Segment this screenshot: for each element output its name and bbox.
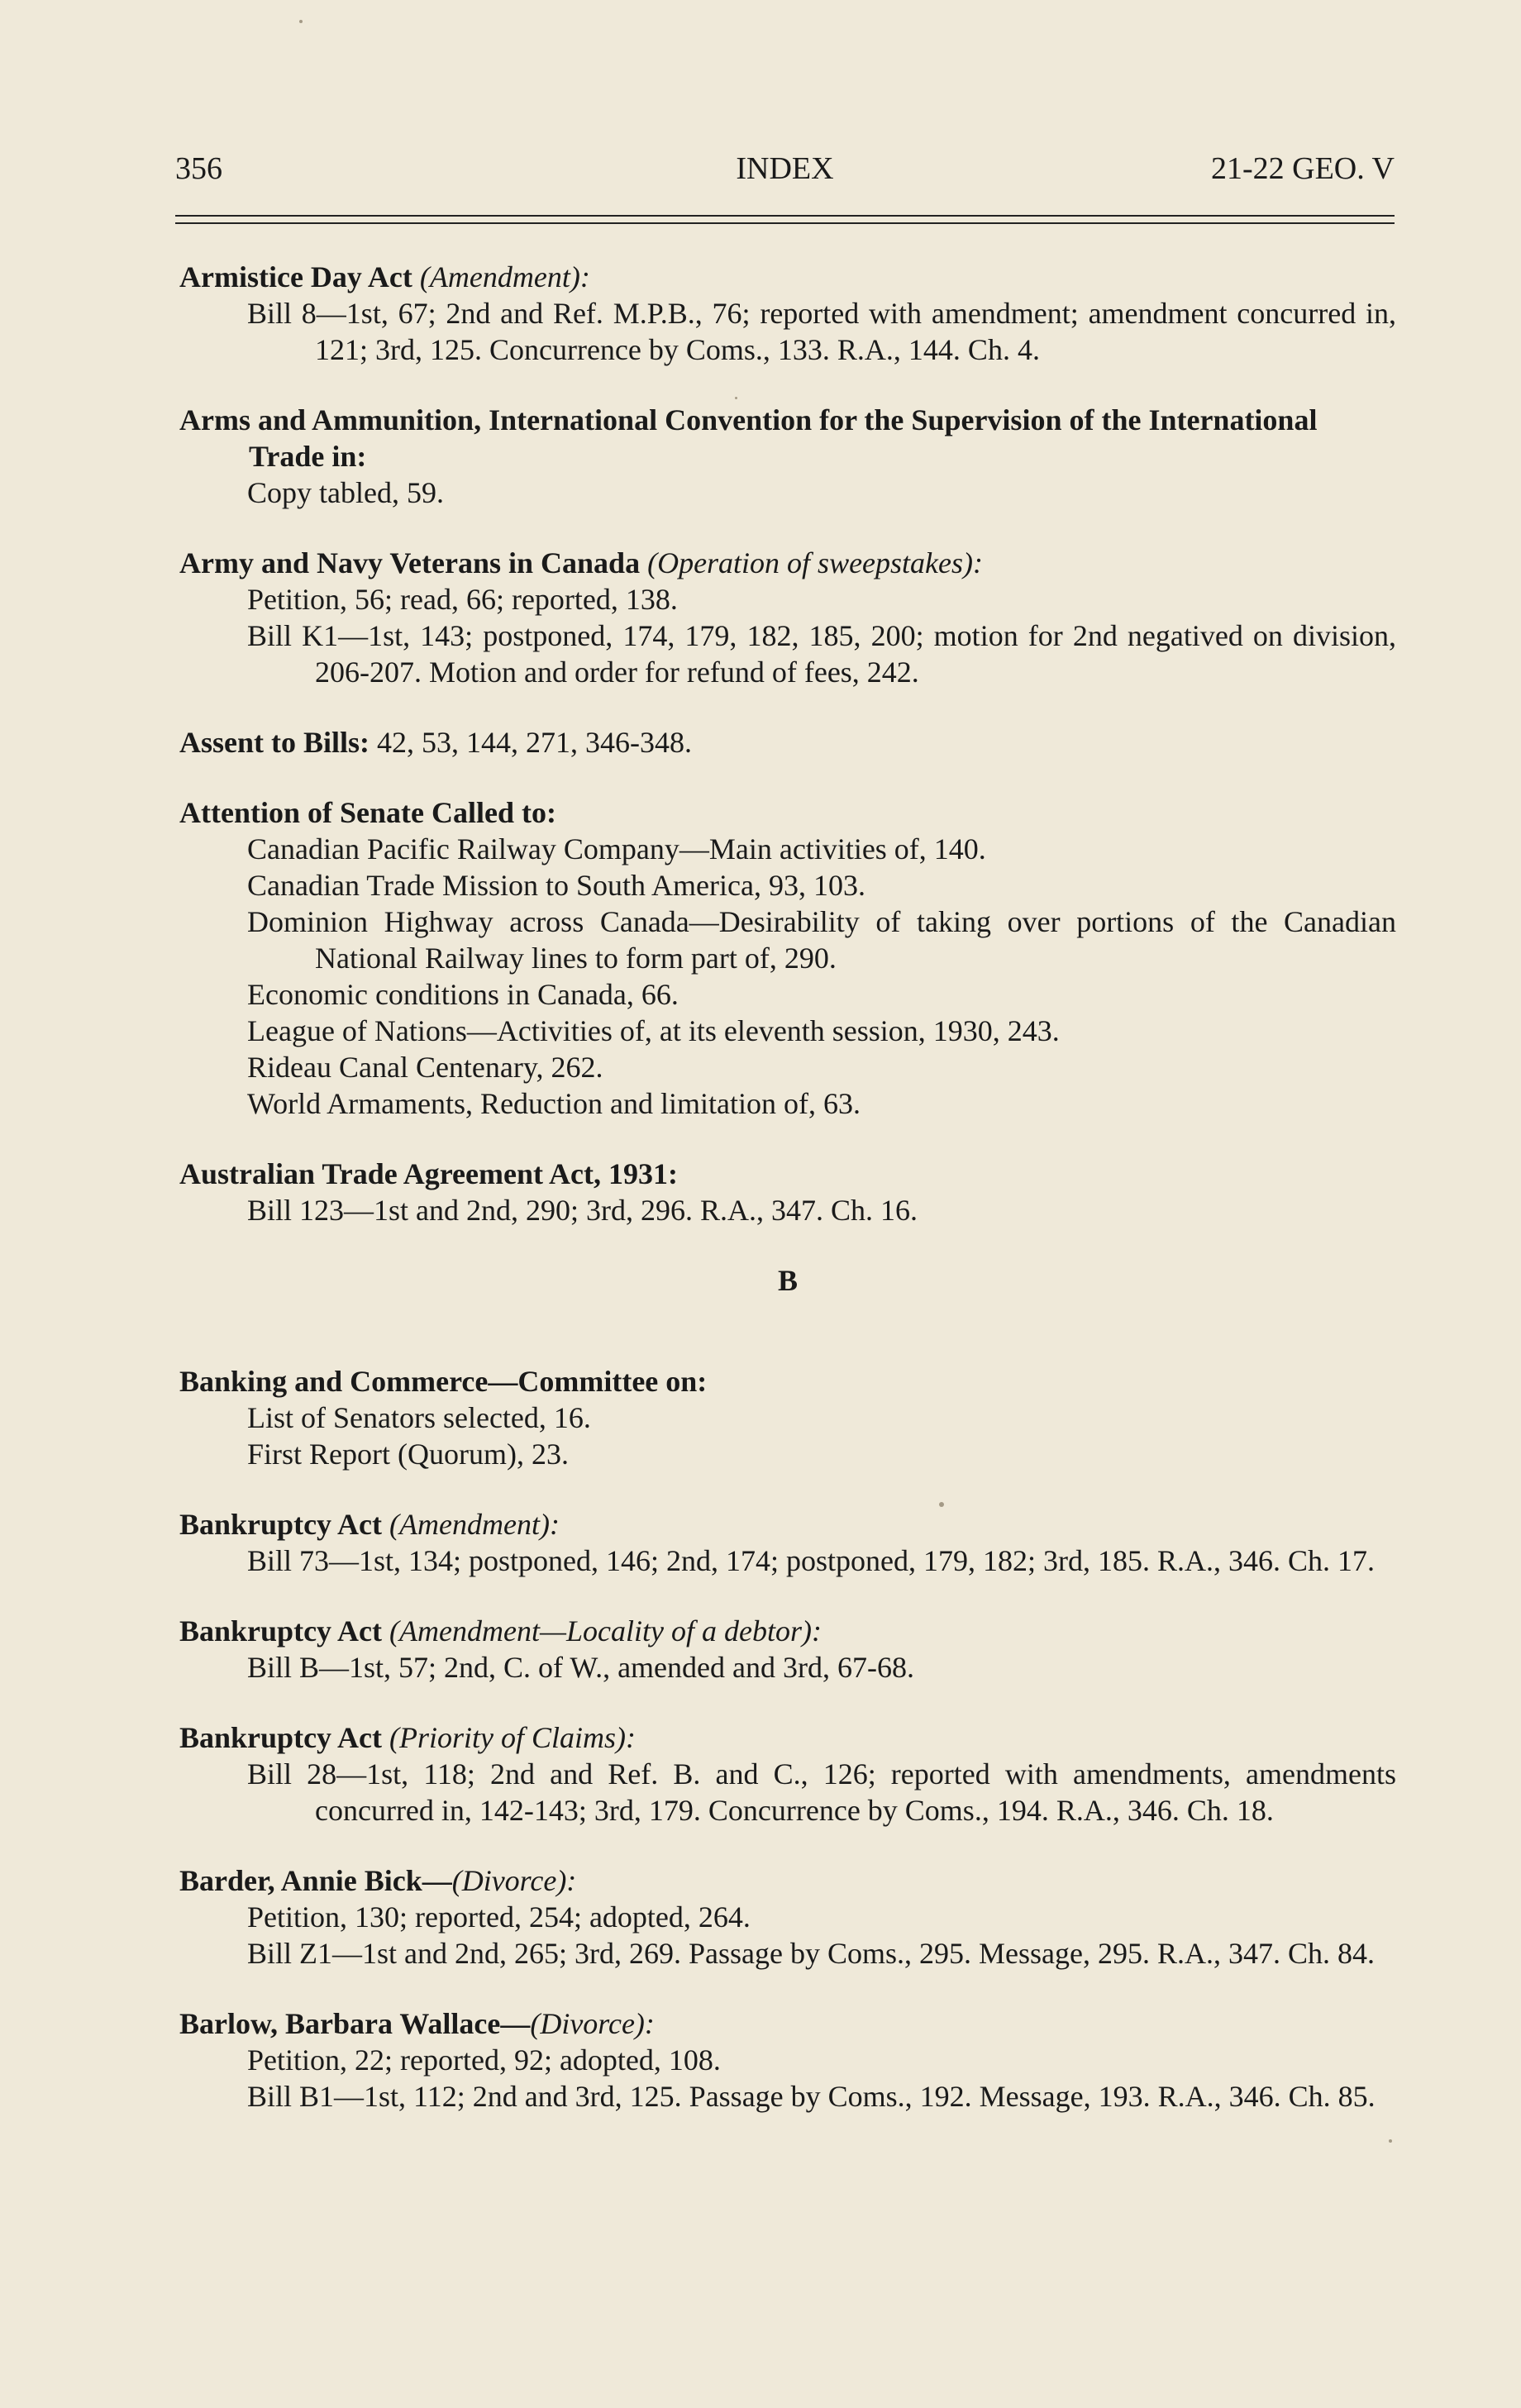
entry-title: Barder, Annie Bick— (179, 1864, 452, 1897)
entry-qualifier: (Amendment—Locality of a debtor): (389, 1614, 822, 1647)
index-entry (179, 545, 1396, 690)
index-entry (179, 402, 1396, 511)
section-letter: B (777, 1264, 798, 1297)
header-rule-top (175, 215, 1395, 217)
entry-heading (179, 2005, 1396, 2042)
entry-subline: Bill B1—1st, 112; 2nd and 3rd, 125. Passage by Coms., 192. Message, 193. R.A., 346. Ch. 85. (247, 2080, 1376, 2113)
page-number: 356 (175, 151, 222, 186)
entry-title: Attention of Senate Called to: (179, 796, 556, 829)
entry-qualifier: (Divorce): (451, 1864, 577, 1897)
entry-heading (179, 545, 1396, 581)
paper-speck (299, 20, 303, 23)
entry-title: Arms and Ammunition, International Convention for the Supervision of the International Trade in: (179, 403, 1318, 473)
entry-qualifier: (Amendment): (419, 260, 590, 293)
entry-subline: Petition, 56; read, 66; reported, 138. (247, 583, 678, 616)
entry-title: Army and Navy Veterans in Canada (179, 546, 641, 579)
paper-speck (1389, 2139, 1392, 2143)
index-entry (179, 1506, 1396, 1579)
entry-heading (179, 1862, 1396, 1899)
index-entry (179, 724, 1396, 761)
entry-title: Barlow, Barbara Wallace— (179, 2007, 531, 2040)
entry-subline: Bill 123—1st and 2nd, 290; 3rd, 296. R.A., 347. Ch. 16. (247, 1194, 918, 1227)
entry-subline: First Report (Quorum), 23. (247, 1438, 569, 1471)
entry-heading (179, 1719, 1396, 1756)
entry-heading (179, 402, 1396, 474)
entry-subline: World Armaments, Reduction and limitation of, 63. (247, 1087, 861, 1120)
index-entry (179, 1862, 1396, 1972)
entry-title: Armistice Day Act (179, 260, 412, 293)
entries-section-a (179, 259, 1396, 1228)
paper-speck (735, 397, 737, 399)
index-entry (179, 794, 1396, 1122)
entry-subline: Bill K1—1st, 143; postponed, 174, 179, 182, 185, 200; motion for 2nd negatived on division, 206-207. Motion and order for refund of fees, 242. (247, 619, 1396, 689)
entry-heading (179, 1156, 1396, 1192)
index-entry (179, 259, 1396, 368)
index-entry (179, 1719, 1396, 1829)
entry-subline: Rideau Canal Centenary, 262. (247, 1051, 603, 1084)
entry-qualifier: (Operation of sweepstakes): (647, 546, 983, 579)
index-entry (179, 2005, 1396, 2115)
entry-subline: List of Senators selected, 16. (247, 1401, 591, 1434)
entry-subline: Bill 73—1st, 134; postponed, 146; 2nd, 174; postponed, 179, 182; 3rd, 185. R.A., 346. Ch. 17. (247, 1544, 1376, 1577)
entry-title: Banking and Commerce—Committee on: (179, 1365, 708, 1398)
entry-title: Bankruptcy Act (179, 1614, 383, 1647)
header-rule-bottom (175, 222, 1395, 224)
entry-subline: Bill 8—1st, 67; 2nd and Ref. M.P.B., 76; reported with amendment; amendment concurred in, 121; 3rd, 125. Concurrence by Coms., 133. R.A., 144. Ch. 4. (247, 297, 1396, 366)
entry-subline: Bill B—1st, 57; 2nd, C. of W., amended and 3rd, 67-68. (247, 1651, 914, 1684)
entry-references: 42, 53, 144, 271, 346-348. (377, 726, 693, 759)
entry-heading (179, 1613, 1396, 1649)
entry-qualifier: (Divorce): (530, 2007, 655, 2040)
entry-subline: Economic conditions in Canada, 66. (247, 978, 679, 1011)
entry-subline: Canadian Pacific Railway Company—Main activities of, 140. (247, 832, 986, 865)
running-header (175, 150, 1395, 197)
entry-title: Bankruptcy Act (179, 1721, 383, 1754)
entry-subline: Bill Z1—1st and 2nd, 265; 3rd, 269. Passage by Coms., 295. Message, 295. R.A., 347. Ch. 84. (247, 1937, 1375, 1970)
index-entry (179, 1156, 1396, 1228)
entry-subline: Dominion Highway across Canada—Desirability of taking over portions of the Canadian National Railway lines to form part of, 290. (247, 905, 1396, 975)
entry-title: Bankruptcy Act (179, 1508, 383, 1541)
running-title: INDEX (736, 151, 834, 186)
index-entries (179, 259, 1396, 2148)
entry-qualifier: (Amendment): (389, 1508, 560, 1541)
entry-subline: League of Nations—Activities of, at its eleventh session, 1930, 243. (247, 1014, 1060, 1047)
entry-qualifier: (Priority of Claims): (389, 1721, 637, 1754)
entry-title: Assent to Bills: (179, 726, 370, 759)
entry-heading (179, 259, 1396, 295)
entry-heading (179, 724, 1396, 761)
entry-subline: Bill 28—1st, 118; 2nd and Ref. B. and C., 126; reported with amendments, amendments concurred in, 142-143; 3rd, 179. Concurrence by Coms., 194. R.A., 346. Ch. 18. (247, 1757, 1396, 1827)
volume-label: 21-22 GEO. V (1210, 151, 1395, 186)
entry-subline: Petition, 22; reported, 92; adopted, 108. (247, 2043, 721, 2077)
entry-heading (179, 1506, 1396, 1543)
entry-title: Australian Trade Agreement Act, 1931: (179, 1157, 678, 1190)
index-entry (179, 1613, 1396, 1686)
entry-subline: Canadian Trade Mission to South America, 93, 103. (247, 869, 865, 902)
entries-section-b (179, 1363, 1396, 2115)
paper-speck (939, 1502, 944, 1507)
entry-subline: Copy tabled, 59. (247, 476, 444, 509)
entry-heading (179, 794, 1396, 831)
entry-heading (179, 1363, 1396, 1400)
index-entry (179, 1363, 1396, 1472)
entry-subline: Petition, 130; reported, 254; adopted, 264. (247, 1900, 751, 1934)
